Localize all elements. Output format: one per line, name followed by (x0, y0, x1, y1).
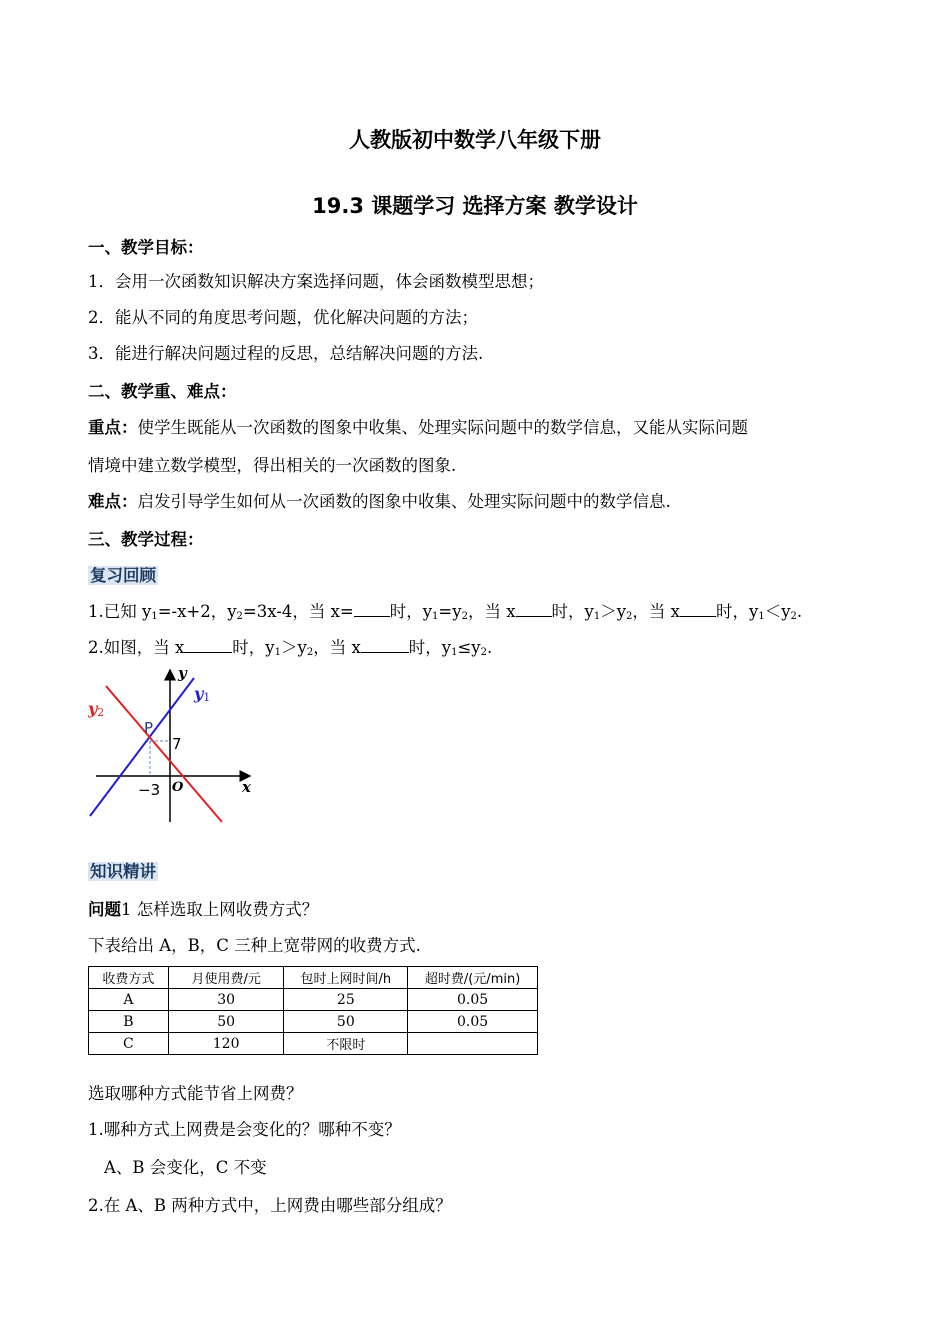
key-point-text: 使学生既能从一次函数的图象中收集、处理实际问题中的数学信息，又能从实际问题 (137, 418, 748, 437)
x-axis-label: x (242, 778, 251, 796)
origin-label: O (172, 780, 184, 795)
table-header-row (89, 967, 538, 989)
fee-table (88, 966, 538, 1055)
answer-blank[interactable] (184, 638, 232, 653)
difficulty-label: 难点： (88, 492, 138, 511)
point-p-label: P (144, 719, 154, 737)
goals-heading: 一、教学目标： (88, 238, 204, 257)
y-axis-label: y (178, 664, 187, 682)
table-cell: A (89, 989, 169, 1011)
answer-blank[interactable] (680, 602, 716, 617)
y1-label: y1 (194, 684, 211, 704)
table-header-cell: 月使用费/元 (168, 967, 284, 989)
question-parts: 2.在 A、B 两种方式中，上网费由哪些部分组成？ (88, 1196, 452, 1215)
table-cell: 不限时 (284, 1033, 408, 1055)
y2-label: y2 (88, 699, 105, 719)
problem-text: 1 怎样选取上网收费方式？ (121, 900, 319, 919)
table-cell: 120 (168, 1033, 284, 1055)
x-value-label: −3 (138, 781, 161, 799)
table-header-cell: 包时上网时间/h (284, 967, 408, 989)
knowledge-section (88, 858, 158, 882)
table-intro: 下表给出 A，B，C 三种上宽带网的收费方式. (88, 936, 421, 955)
key-point-line (88, 414, 748, 438)
table-cell: C (89, 1033, 169, 1055)
table-cell: 25 (284, 989, 408, 1011)
key-point-label: 重点： (88, 418, 138, 437)
problem-line (88, 896, 318, 920)
answer-blank[interactable] (354, 602, 390, 617)
table-cell: 30 (168, 989, 284, 1011)
table-row (89, 989, 538, 1011)
line-y2 (106, 686, 222, 822)
answer-blank[interactable] (361, 638, 409, 653)
knowledge-label: 知识精讲 (90, 862, 156, 881)
lesson-title: 19.3 课题学习 选择方案 教学设计 (312, 194, 638, 218)
review-label: 复习回顾 (90, 566, 156, 585)
table-cell: B (89, 1011, 169, 1033)
process-heading: 三、教学过程： (88, 530, 204, 549)
review-question-2: 2.如图，当 x 时，$y_1>y_2$，当 x 时，$y_1\le y_2$. (88, 638, 493, 658)
goal-item: 3．能进行解决问题过程的反思，总结解决问题的方法. (88, 344, 484, 363)
table-header-cell: 收费方式 (89, 967, 169, 989)
problem-label: 问题 (88, 900, 121, 919)
difficulty-line (88, 488, 671, 512)
table-row (89, 1011, 538, 1033)
table-cell (408, 1033, 538, 1055)
question-cheapest: 选取哪种方式能节省上网费？ (88, 1084, 303, 1103)
document-title: 人教版初中数学八年级下册 (349, 128, 601, 152)
answer-blank[interactable] (516, 602, 552, 617)
table-cell: 0.05 (408, 989, 538, 1011)
goal-item: 2．能从不同的角度思考问题，优化解决问题的方法； (88, 308, 478, 327)
table-row (89, 1033, 538, 1055)
focus-heading: 二、教学重、难点： (88, 382, 237, 401)
review-question-1: 1.已知 $y_1=-x+2$，$y_2=3x-4$，当 x= 时，$y_1=y_2$，当 x 时，$y_1>y_2$，当 x 时，$y_1<y_2$. (88, 602, 803, 622)
y-value-label: 7 (172, 735, 182, 753)
answer-variable: A、B 会变化，C 不变 (104, 1158, 267, 1177)
difficulty-text: 启发引导学生如何从一次函数的图象中收集、处理实际问题中的数学信息. (137, 492, 671, 511)
review-section (88, 562, 158, 586)
goal-item: 1．会用一次函数知识解决方案选择问题，体会函数模型思想； (88, 272, 544, 291)
question-variable: 1.哪种方式上网费是会变化的？哪种不变？ (88, 1120, 401, 1139)
table-cell: 50 (168, 1011, 284, 1033)
table-header-cell: 超时费/(元/min) (408, 967, 538, 989)
table-cell: 0.05 (408, 1011, 538, 1033)
key-point-continued: 情境中建立数学模型，得出相关的一次函数的图象. (88, 456, 457, 475)
table-cell: 50 (284, 1011, 408, 1033)
function-graph (84, 664, 264, 826)
